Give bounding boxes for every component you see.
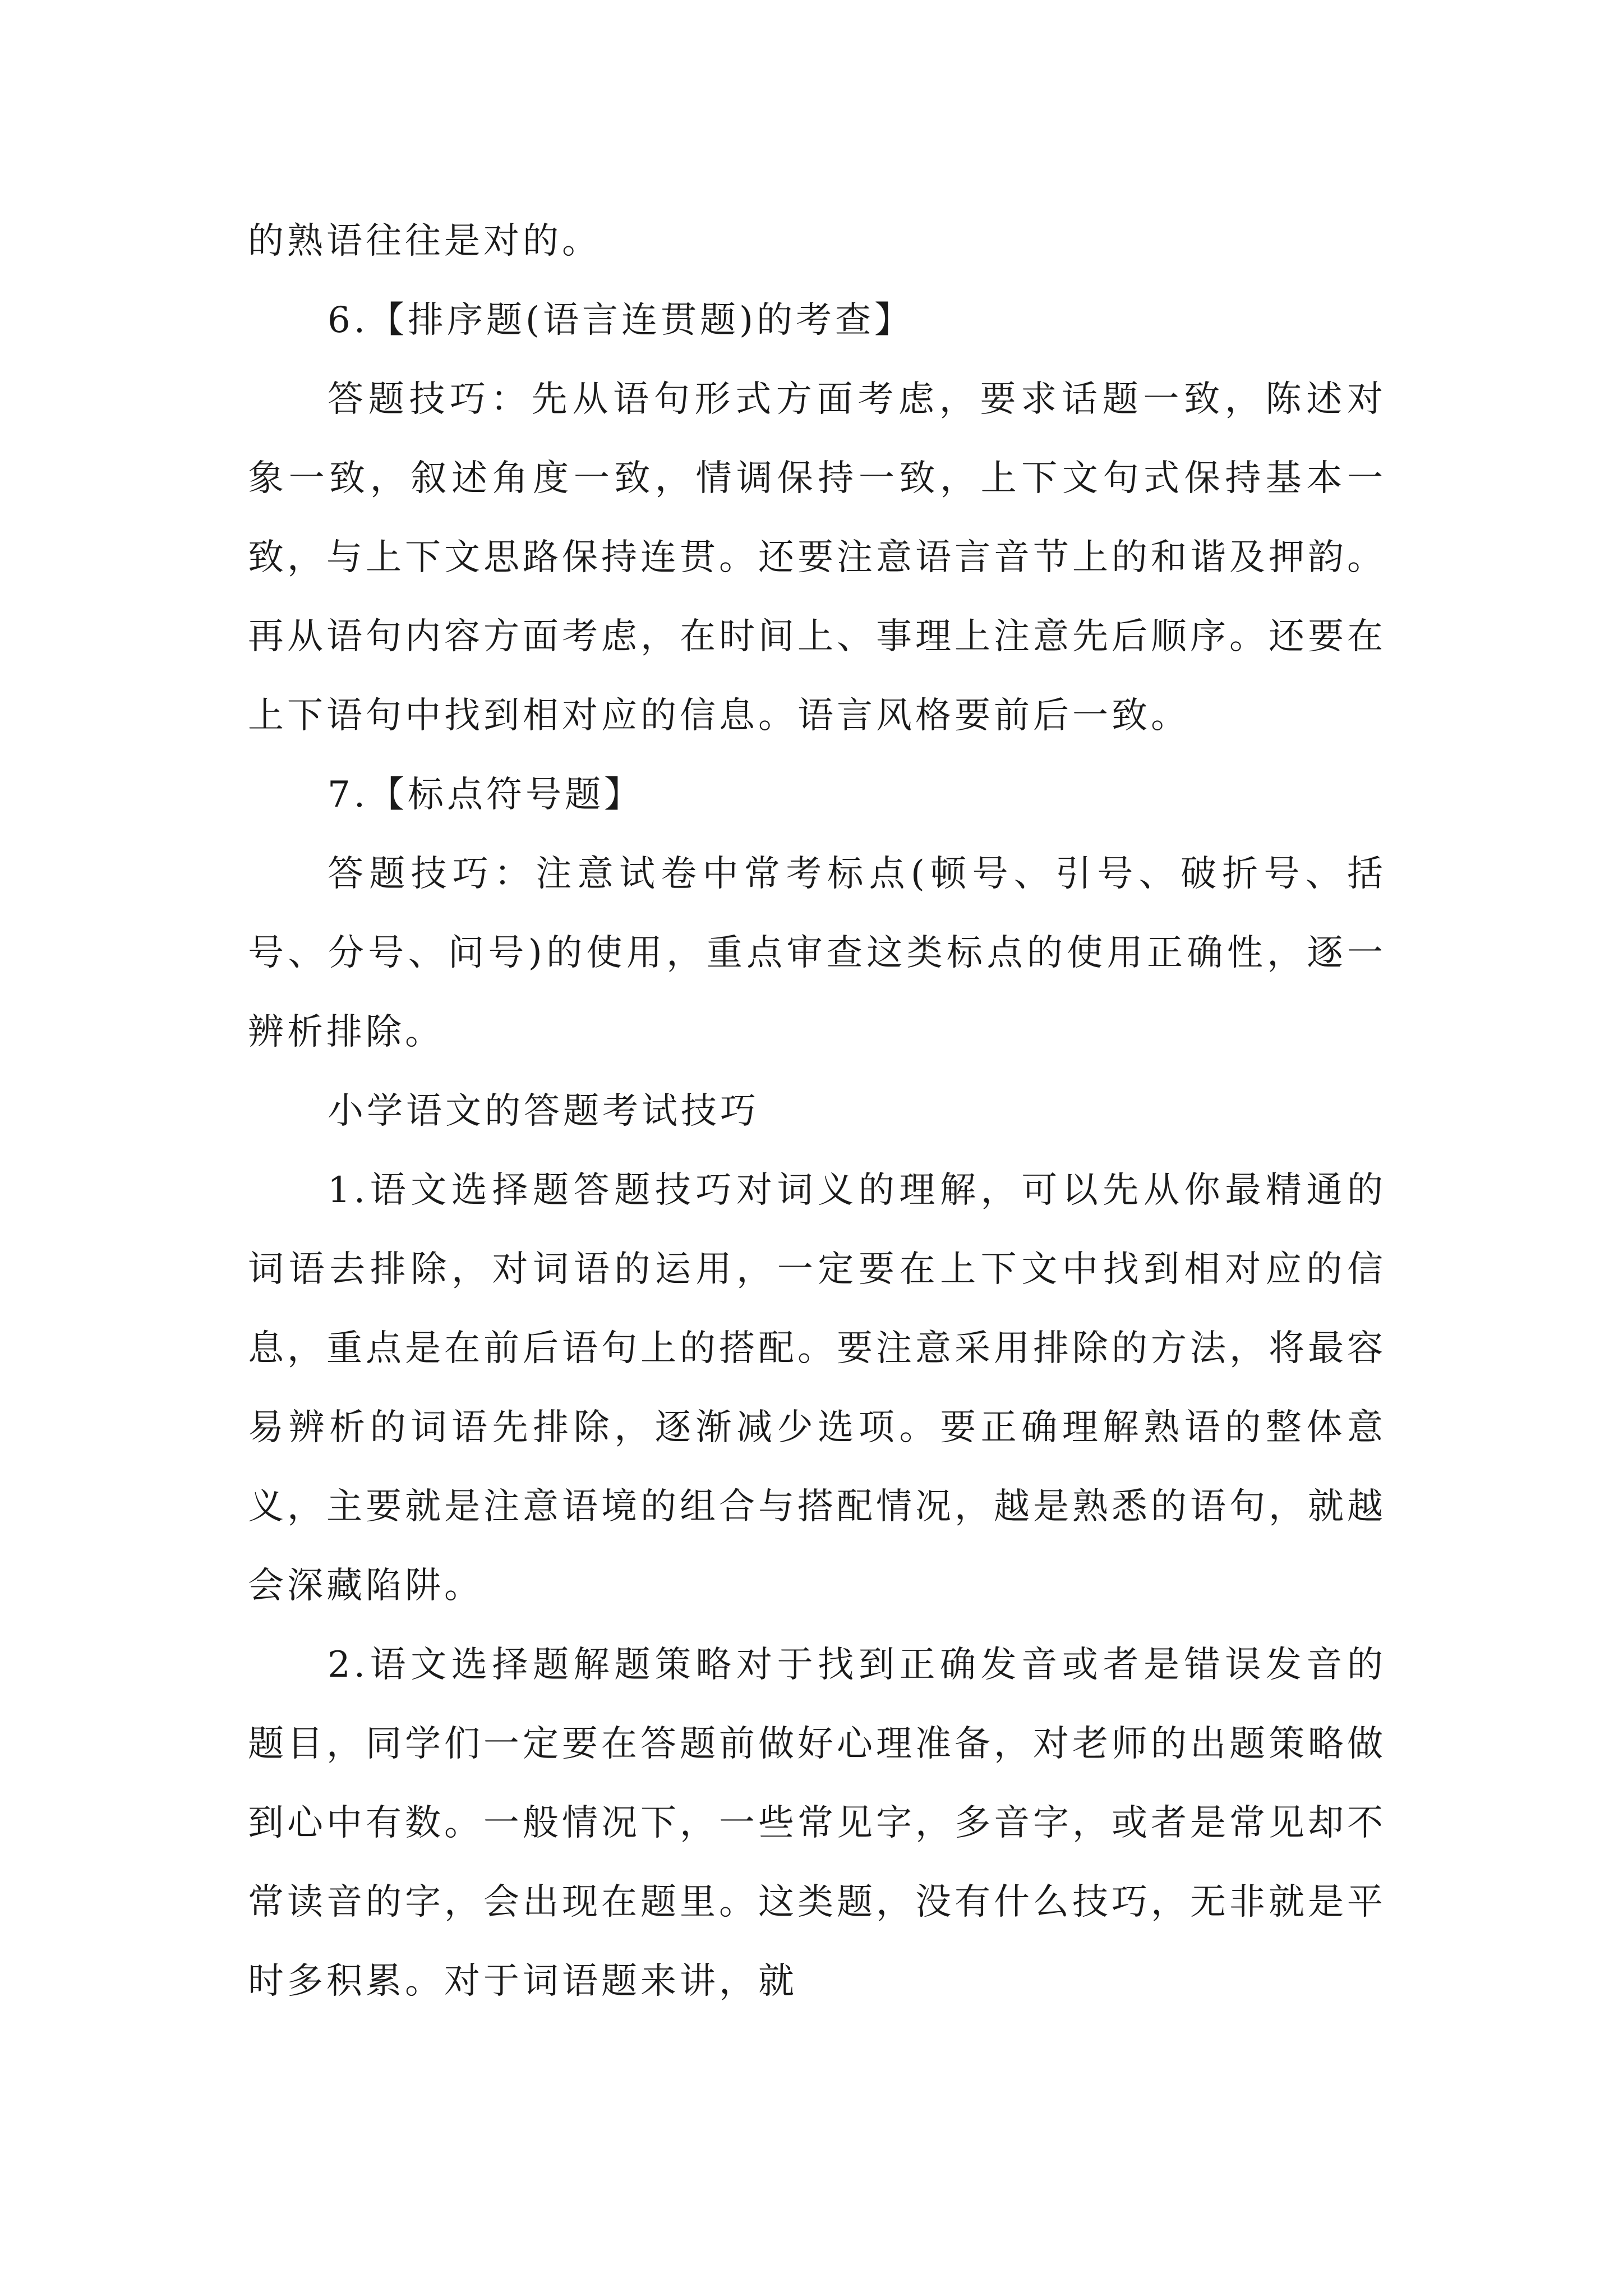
- paragraph-punctuation-tips: 答题技巧：注意试卷中常考标点(顿号、引号、破折号、括号、分号、问号)的使用，重点审查这类标点的使用正确性，逐一辨析排除。: [248, 853, 1386, 1053]
- paragraph-tip-2: 2.语文选择题解题策略对于找到正确发音或者是错误发音的题目，同学们一定要在答题前做好心理准备，对老师的出题策略做到心中有数。一般情况下，一些常见字，多音字，或者是常见却不常读音的字，会出现在题里。这类题，没有什么技巧，无非就是平时多积累。对于词语题来讲，就: [248, 1644, 1386, 2002]
- section-title: 小学语文的答题考试技巧: [328, 1091, 759, 1132]
- paragraph-tip-1: 1.语文选择题答题技巧对词义的理解，可以先从你最精通的词语去排除，对词语的运用，一定要在上下文中找到相对应的信息，重点是在前后语句上的搭配。要注意采用排除的方法，将最容易辨析的词语先排除，逐渐减少选项。要正确理解熟语的整体意义，主要就是注意语境的组合与搭配情况，越是熟悉的语句，就越会深藏陷阱。: [248, 1170, 1386, 1607]
- section-heading-6: 6.【排序题(语言连贯题)的考查】: [328, 300, 914, 341]
- paragraph-sorting-tips: 答题技巧：先从语句形式方面考虑，要求话题一致，陈述对象一致，叙述角度一致，情调保持一致，上下文句式保持基本一致，与上下文思路保持连贯。还要注意语言音节上的和谐及押韵。再从语句内容方面考虑，在时间上、事理上注意先后顺序。还要在上下语句中找到相对应的信息。语言风格要前后一致。: [248, 379, 1386, 737]
- section-heading-7: 7.【标点符号题】: [328, 774, 644, 816]
- paragraph-continuation: 的熟语往往是对的。: [248, 220, 601, 262]
- document-body: [248, 202, 1386, 2021]
